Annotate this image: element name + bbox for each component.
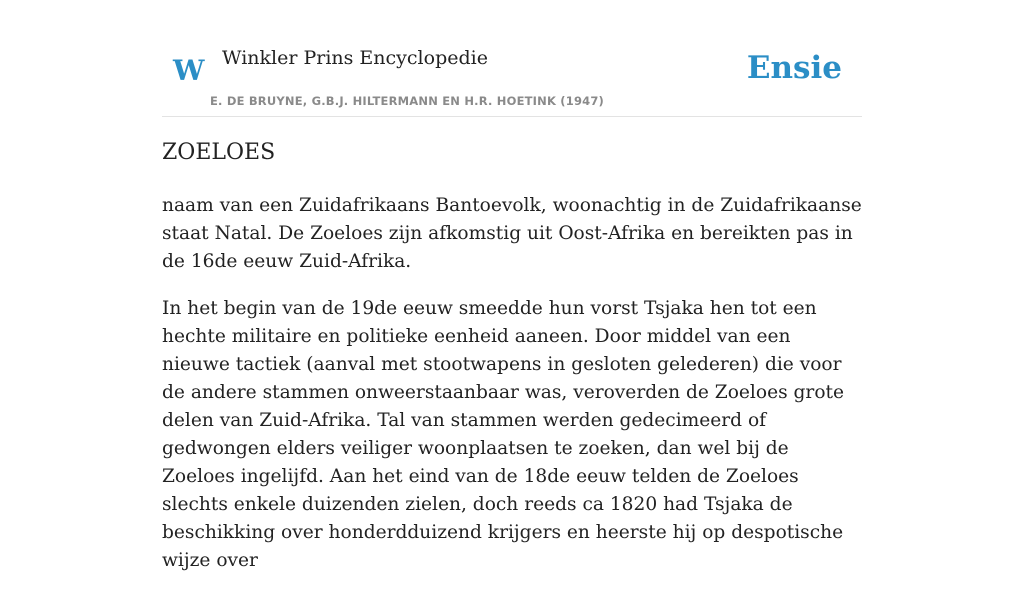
article-body — [162, 192, 862, 594]
publication-logo[interactable]: W — [173, 54, 205, 87]
brand-logo-link[interactable]: Ensie — [746, 50, 842, 86]
article-title: ZOELOES — [162, 140, 276, 165]
article-paragraph: naam van een Zuidafrikaans Bantoevolk, woonachtig in de Zuidafrikaanse staat Natal. De Zoeloes zijn afkomstig uit Oost-Afrika en bereikten pas in de 16de eeuw Zuid-Afrika. — [162, 195, 862, 272]
article-paragraph: In het begin van de 19de eeuw smeedde hun vorst Tsjaka hen tot een hechte militaire en politieke eenheid aaneen. Door middel van een nieuwe tactiek (aanval met stootwapens in gesloten gelederen) die voor de andere stammen onweerstaanbaar was, veroverden de Zoeloes grote delen van Zuid-Afrika. Tal van stammen werden gedecimeerd of gedwongen elders veiliger woonplaatsen te zoeken, dan wel bij de Zoeloes ingelijfd. Aan het eind van de 18de eeuw telden de Zoeloes slechts enkele duizenden zielen, doch reeds ca 1820 had Tsjaka de beschikking over honderdduizend krijgers en heerste hij op despotische wijze over — [162, 298, 844, 571]
site-header — [162, 40, 862, 117]
publication-authors: E. DE BRUYNE, G.B.J. HILTERMANN EN H.R. HOETINK (1947) — [210, 94, 605, 108]
publication-title[interactable]: Winkler Prins Encyclopedie — [222, 47, 488, 69]
